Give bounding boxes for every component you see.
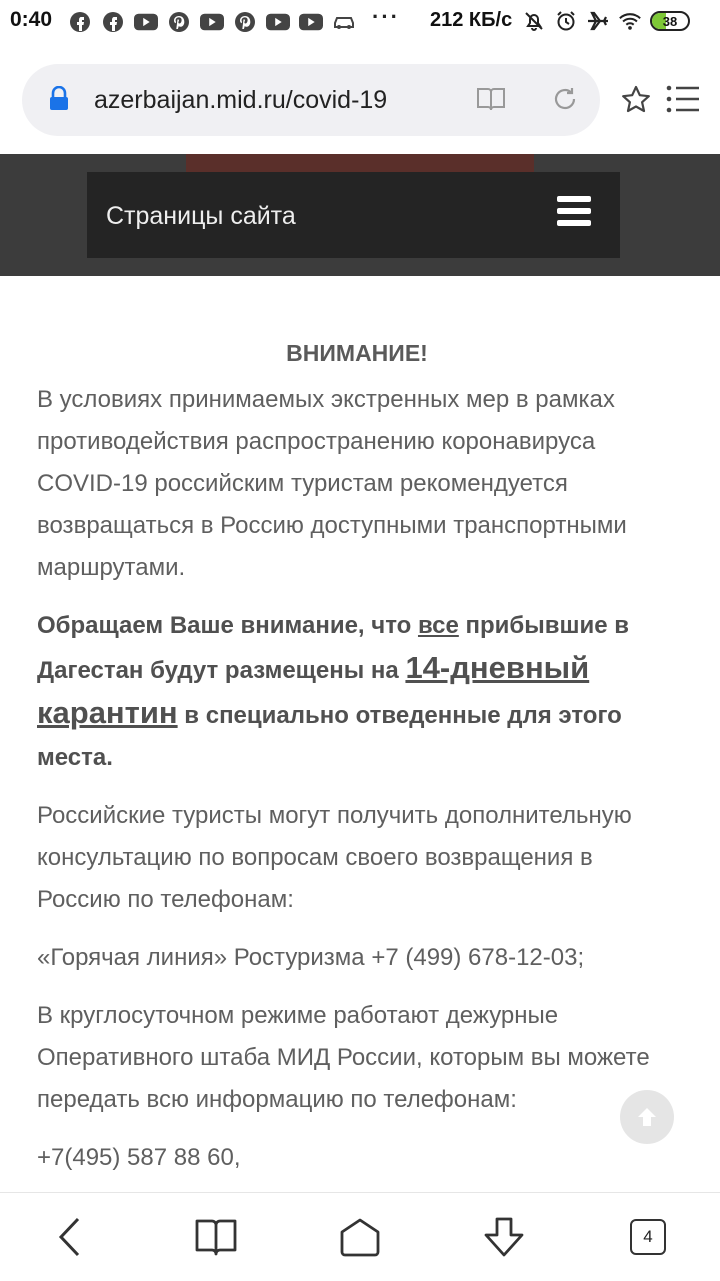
tabs-count-icon: 4 bbox=[630, 1219, 666, 1255]
battery-percent: 38 bbox=[662, 13, 678, 29]
paragraph-2 bbox=[37, 605, 677, 779]
link-quarantine[interactable]: 14-дневный карантин bbox=[37, 650, 590, 730]
browser-menu-icon[interactable] bbox=[666, 84, 700, 119]
status-more-indicator: ··· bbox=[372, 4, 400, 29]
pinterest-icon bbox=[233, 10, 257, 34]
back-arrow-icon bbox=[56, 1217, 84, 1257]
facebook-icon bbox=[68, 10, 92, 34]
p2-part2: прибывшие в Дагестан будут размещены на bbox=[37, 612, 630, 684]
download-arrow-icon bbox=[482, 1216, 526, 1258]
alarm-icon bbox=[554, 9, 578, 33]
pinterest-icon bbox=[167, 10, 191, 34]
hamburger-menu-icon[interactable] bbox=[557, 196, 591, 230]
browser-toolbar bbox=[0, 44, 720, 154]
paragraph-1: В условиях принимаемых экстренных мер в рамках противодействия распространению коронавируса COVID-19 российским туристам рекомендуется возвращаться в Россию доступными транспортными маршрутами. bbox=[37, 386, 627, 581]
site-header bbox=[0, 154, 720, 276]
address-bar[interactable] bbox=[22, 64, 600, 136]
lock-icon[interactable] bbox=[48, 86, 70, 117]
status-bar bbox=[0, 0, 720, 44]
car-icon bbox=[332, 10, 356, 34]
banner-edge bbox=[186, 154, 534, 172]
youtube-icon bbox=[200, 10, 224, 34]
youtube-icon bbox=[266, 10, 290, 34]
paragraph-5: В круглосуточном режиме работают дежурные Оперативного штаба МИД России, которым вы можете передать всю информацию по телефонам: bbox=[37, 1002, 650, 1113]
url-text[interactable]: azerbaijan.mid.ru/covid-19 bbox=[94, 86, 388, 114]
notification-icons bbox=[68, 10, 356, 34]
facebook-icon bbox=[101, 10, 125, 34]
home-button[interactable] bbox=[338, 1215, 382, 1259]
reader-mode-icon[interactable] bbox=[476, 85, 506, 118]
paragraph-4: «Горячая линия» Ростуризма +7 (499) 678-12-03; bbox=[37, 944, 585, 971]
link-all[interactable]: все bbox=[417, 612, 459, 639]
network-speed: 212 КБ/с bbox=[430, 9, 513, 31]
bookmark-star-icon[interactable] bbox=[620, 84, 652, 121]
home-icon bbox=[339, 1217, 381, 1257]
article-content bbox=[37, 330, 677, 1195]
scroll-to-top-button[interactable] bbox=[620, 1090, 674, 1144]
battery-icon bbox=[650, 11, 690, 31]
youtube-icon bbox=[299, 10, 323, 34]
article-heading: ВНИМАНИЕ! bbox=[286, 340, 428, 366]
arrow-up-icon bbox=[634, 1104, 660, 1130]
status-time: 0:40 bbox=[10, 8, 53, 31]
p2-part3: в специально отведенные для этого места. bbox=[37, 702, 622, 771]
browser-bottom-bar bbox=[0, 1192, 720, 1281]
airplane-icon bbox=[586, 9, 610, 33]
wifi-icon bbox=[618, 9, 642, 33]
book-icon bbox=[195, 1218, 237, 1256]
tabs-button[interactable] bbox=[626, 1215, 670, 1259]
nav-title: Страницы сайта bbox=[106, 202, 296, 230]
p2-part1: Обращаем Ваше внимание, что bbox=[37, 612, 418, 639]
youtube-icon bbox=[134, 10, 158, 34]
reload-icon[interactable] bbox=[550, 84, 580, 119]
back-button[interactable] bbox=[48, 1215, 92, 1259]
system-icons bbox=[522, 9, 690, 33]
paragraph-3: Российские туристы могут получить дополнительную консультацию по вопросам своего возвращения в Россию по телефонам: bbox=[37, 802, 632, 913]
mute-bell-icon bbox=[522, 9, 546, 33]
downloads-button[interactable] bbox=[482, 1215, 526, 1259]
site-nav-toggle[interactable] bbox=[87, 172, 620, 258]
bookmarks-button[interactable] bbox=[194, 1215, 238, 1259]
paragraph-6: +7(495) 587 88 60, bbox=[37, 1144, 241, 1171]
